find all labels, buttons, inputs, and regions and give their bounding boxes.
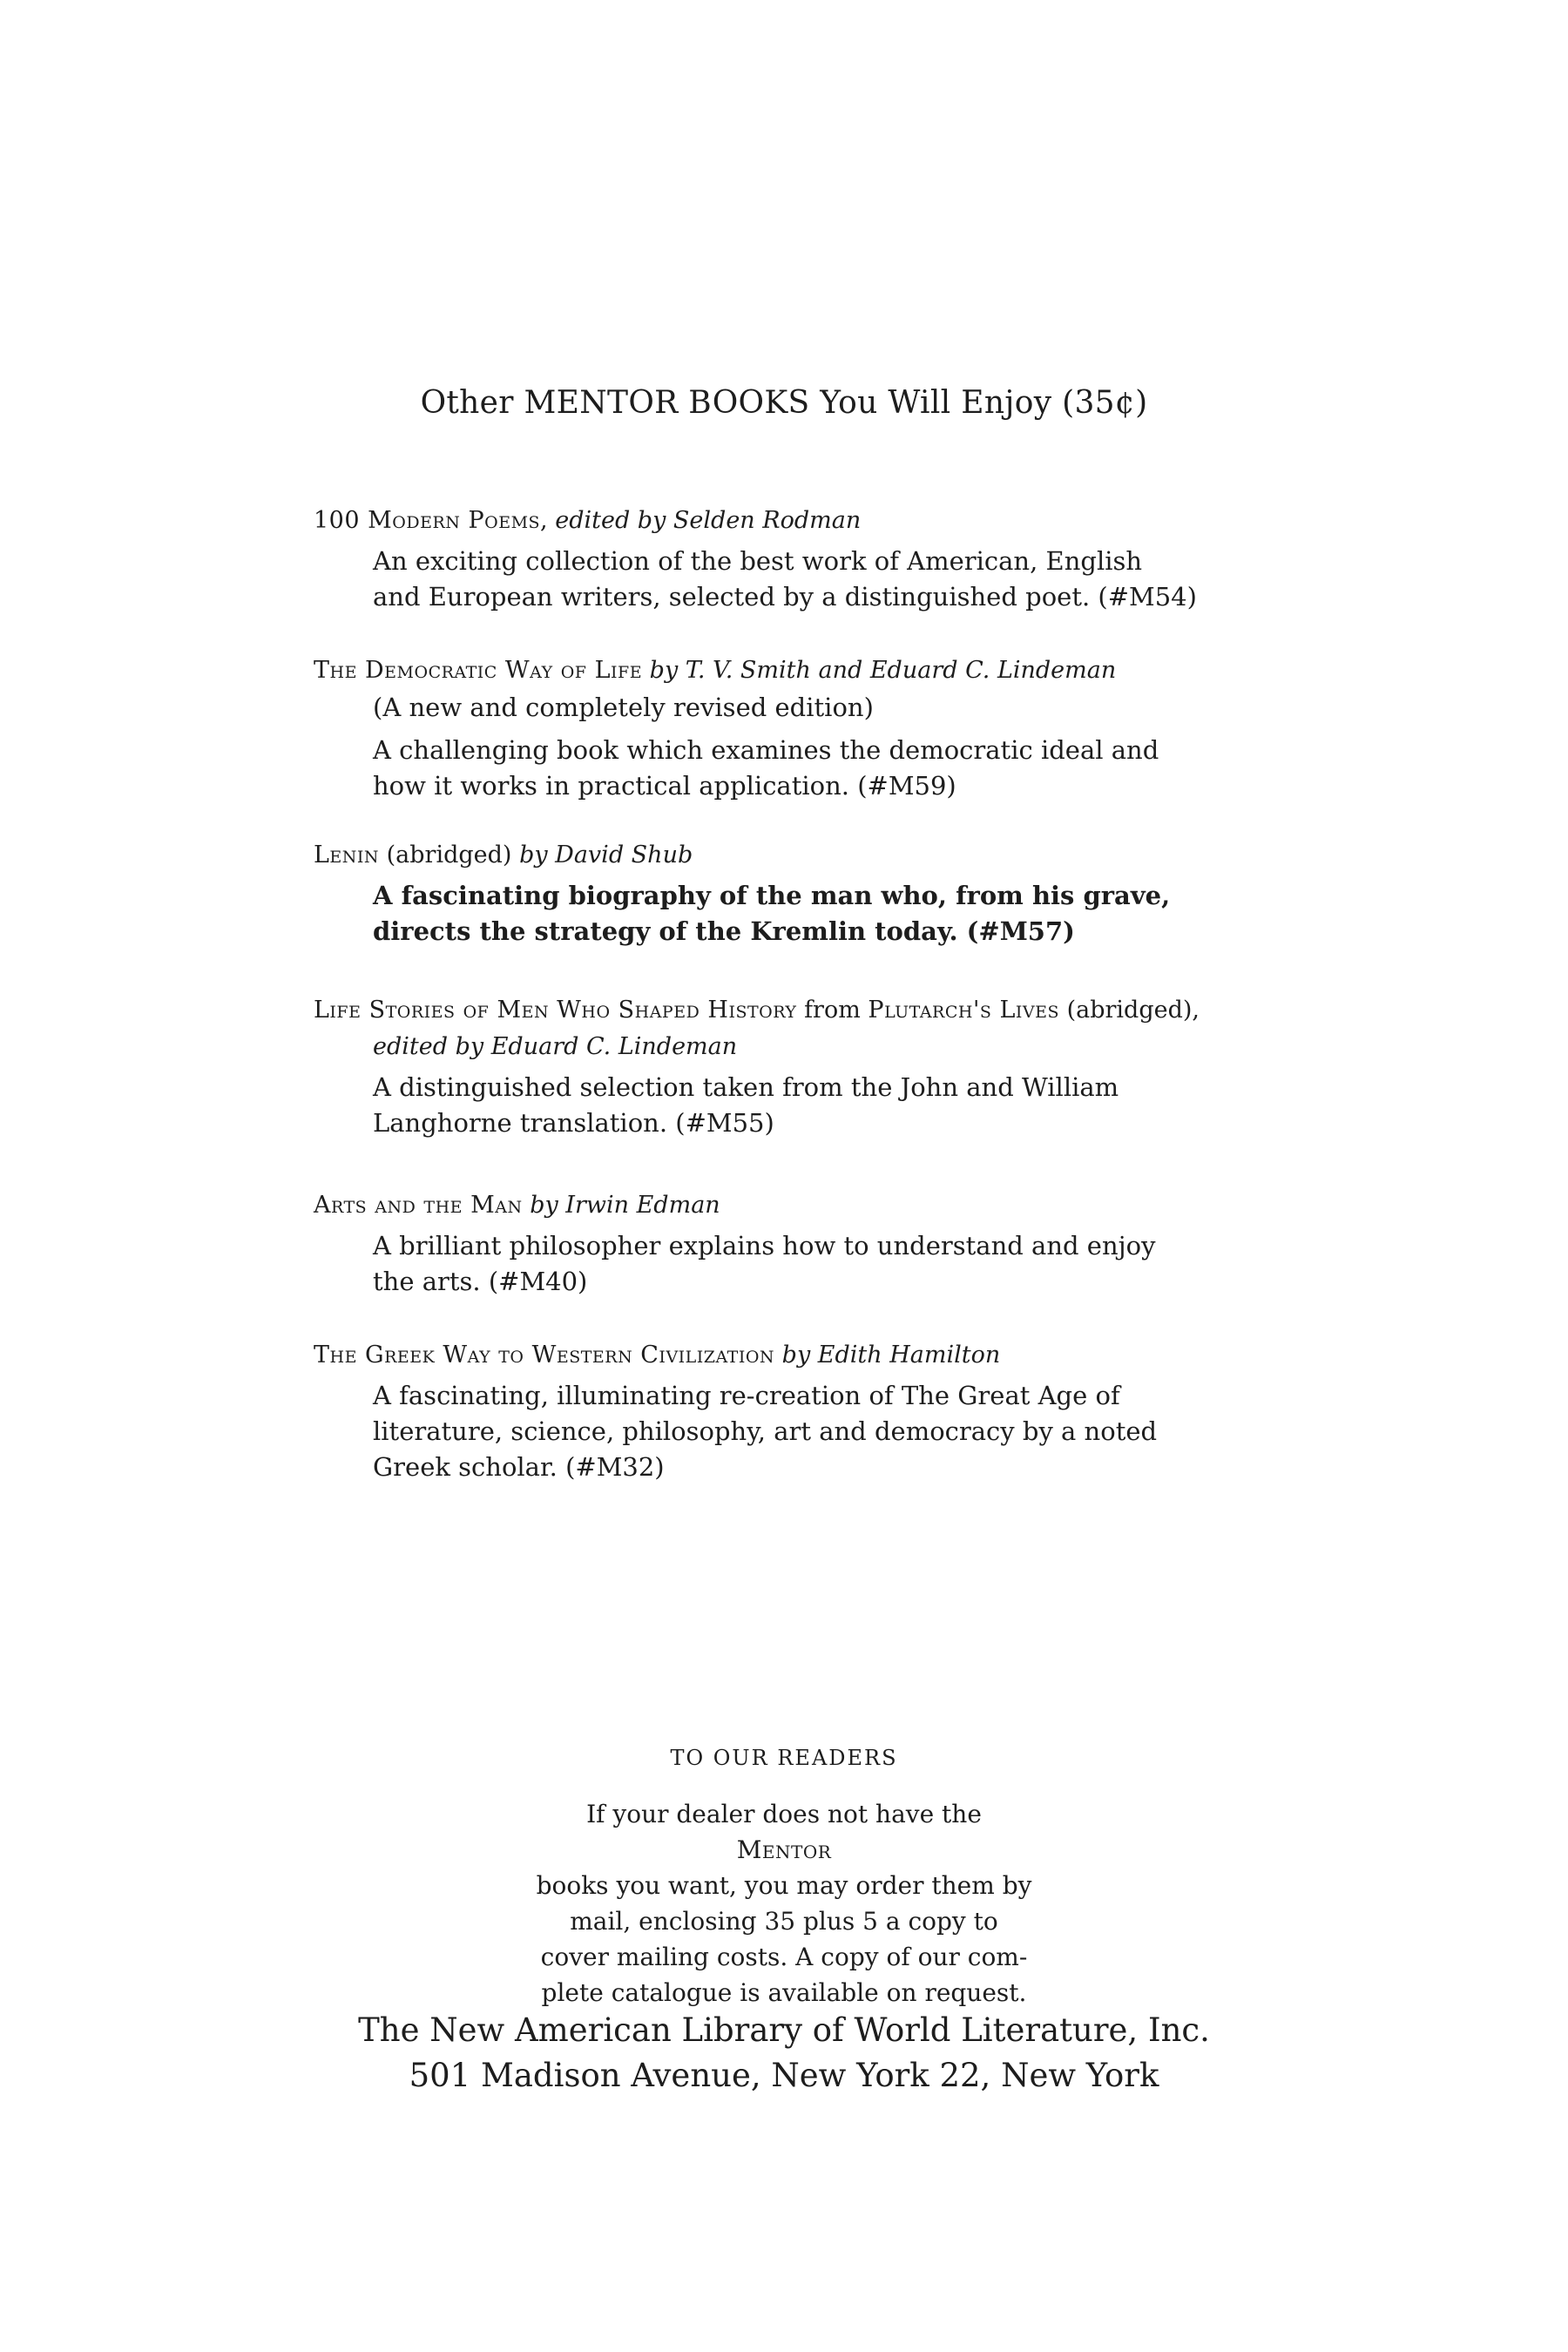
book-byline: by T. V. Smith and Eduard C. Lindeman: [649, 657, 1117, 684]
title-separator: [774, 1342, 782, 1369]
book-byline: by David Shub: [519, 841, 693, 868]
book-title: 100 Modern Poems: [314, 507, 541, 534]
book-byline: by Edith Hamilton: [781, 1342, 1001, 1369]
title-separator: [642, 657, 650, 684]
title-separator: ,: [540, 507, 556, 534]
book-source: Plutarch's Lives: [868, 997, 1060, 1024]
readers-notice: If your dealer does not have the Mentor books you want, you may order them by mail, enclosing 35 plus 5 a copy to cover mailing costs. A copy of our com- plete catalogue is available on request.: [0, 1796, 1568, 2011]
mentor-brand: Mentor: [736, 1835, 832, 1864]
publisher-info: [0, 2008, 1568, 2099]
book-description: A challenging book which examines the democratic ideal and how it works in practical application. (#M59): [373, 735, 1159, 801]
book-description: An exciting collection of the best work of American, English and European writers, selected by a distinguished poet. (#M54): [373, 546, 1197, 612]
book-extra: (abridged): [379, 841, 520, 868]
readers-heading: TO OUR READERS: [670, 1746, 898, 1770]
book-byline: edited by Selden Rodman: [555, 507, 862, 534]
book-entry-arts-and-man: [314, 1190, 1185, 1300]
book-from: from: [796, 997, 868, 1024]
book-description: A brilliant philosopher explains how to understand and enjoy the arts. (#M40): [373, 1231, 1156, 1296]
book-entry-modern-poems: [314, 505, 1197, 615]
book-entry-democratic-way: [314, 655, 1185, 804]
book-byline: edited by Eduard C. Lindeman: [373, 1033, 738, 1060]
publisher-address: 501 Madison Avenue, New York 22, New York: [409, 2057, 1159, 2094]
book-entry-greek-way: [314, 1340, 1185, 1485]
book-title: The Greek Way to Western Civilization: [314, 1342, 775, 1369]
book-description: A distinguished selection taken from the John and William Langhorne translation. (#M55): [373, 1072, 1119, 1138]
book-entry-life-stories: [314, 995, 1200, 1141]
book-title: Lenin: [314, 841, 380, 868]
book-title: The Democratic Way of Life: [314, 657, 643, 684]
book-entry-lenin: [314, 840, 1185, 950]
book-title: Life Stories of Men Who Shaped History: [314, 997, 797, 1024]
book-title: Arts and the Man: [314, 1192, 523, 1219]
book-description: A fascinating, illuminating re-creation of The Great Age of literature, science, philosophy, art and democracy by a noted Greek scholar. (#M32): [373, 1381, 1158, 1482]
page-heading: Other MENTOR BOOKS You Will Enjoy (35¢): [420, 385, 1148, 421]
book-description: A fascinating biography of the man who, from his grave, directs the strategy of the Kremlin today. (#M57): [373, 881, 1171, 946]
book-byline: by Irwin Edman: [530, 1192, 720, 1219]
publisher-name: The New American Library of World Literature, Inc.: [358, 2011, 1210, 2049]
title-separator: [523, 1192, 531, 1219]
book-extra: (abridged),: [1059, 997, 1200, 1024]
edition-note: (A new and completely revised edition): [373, 693, 874, 722]
